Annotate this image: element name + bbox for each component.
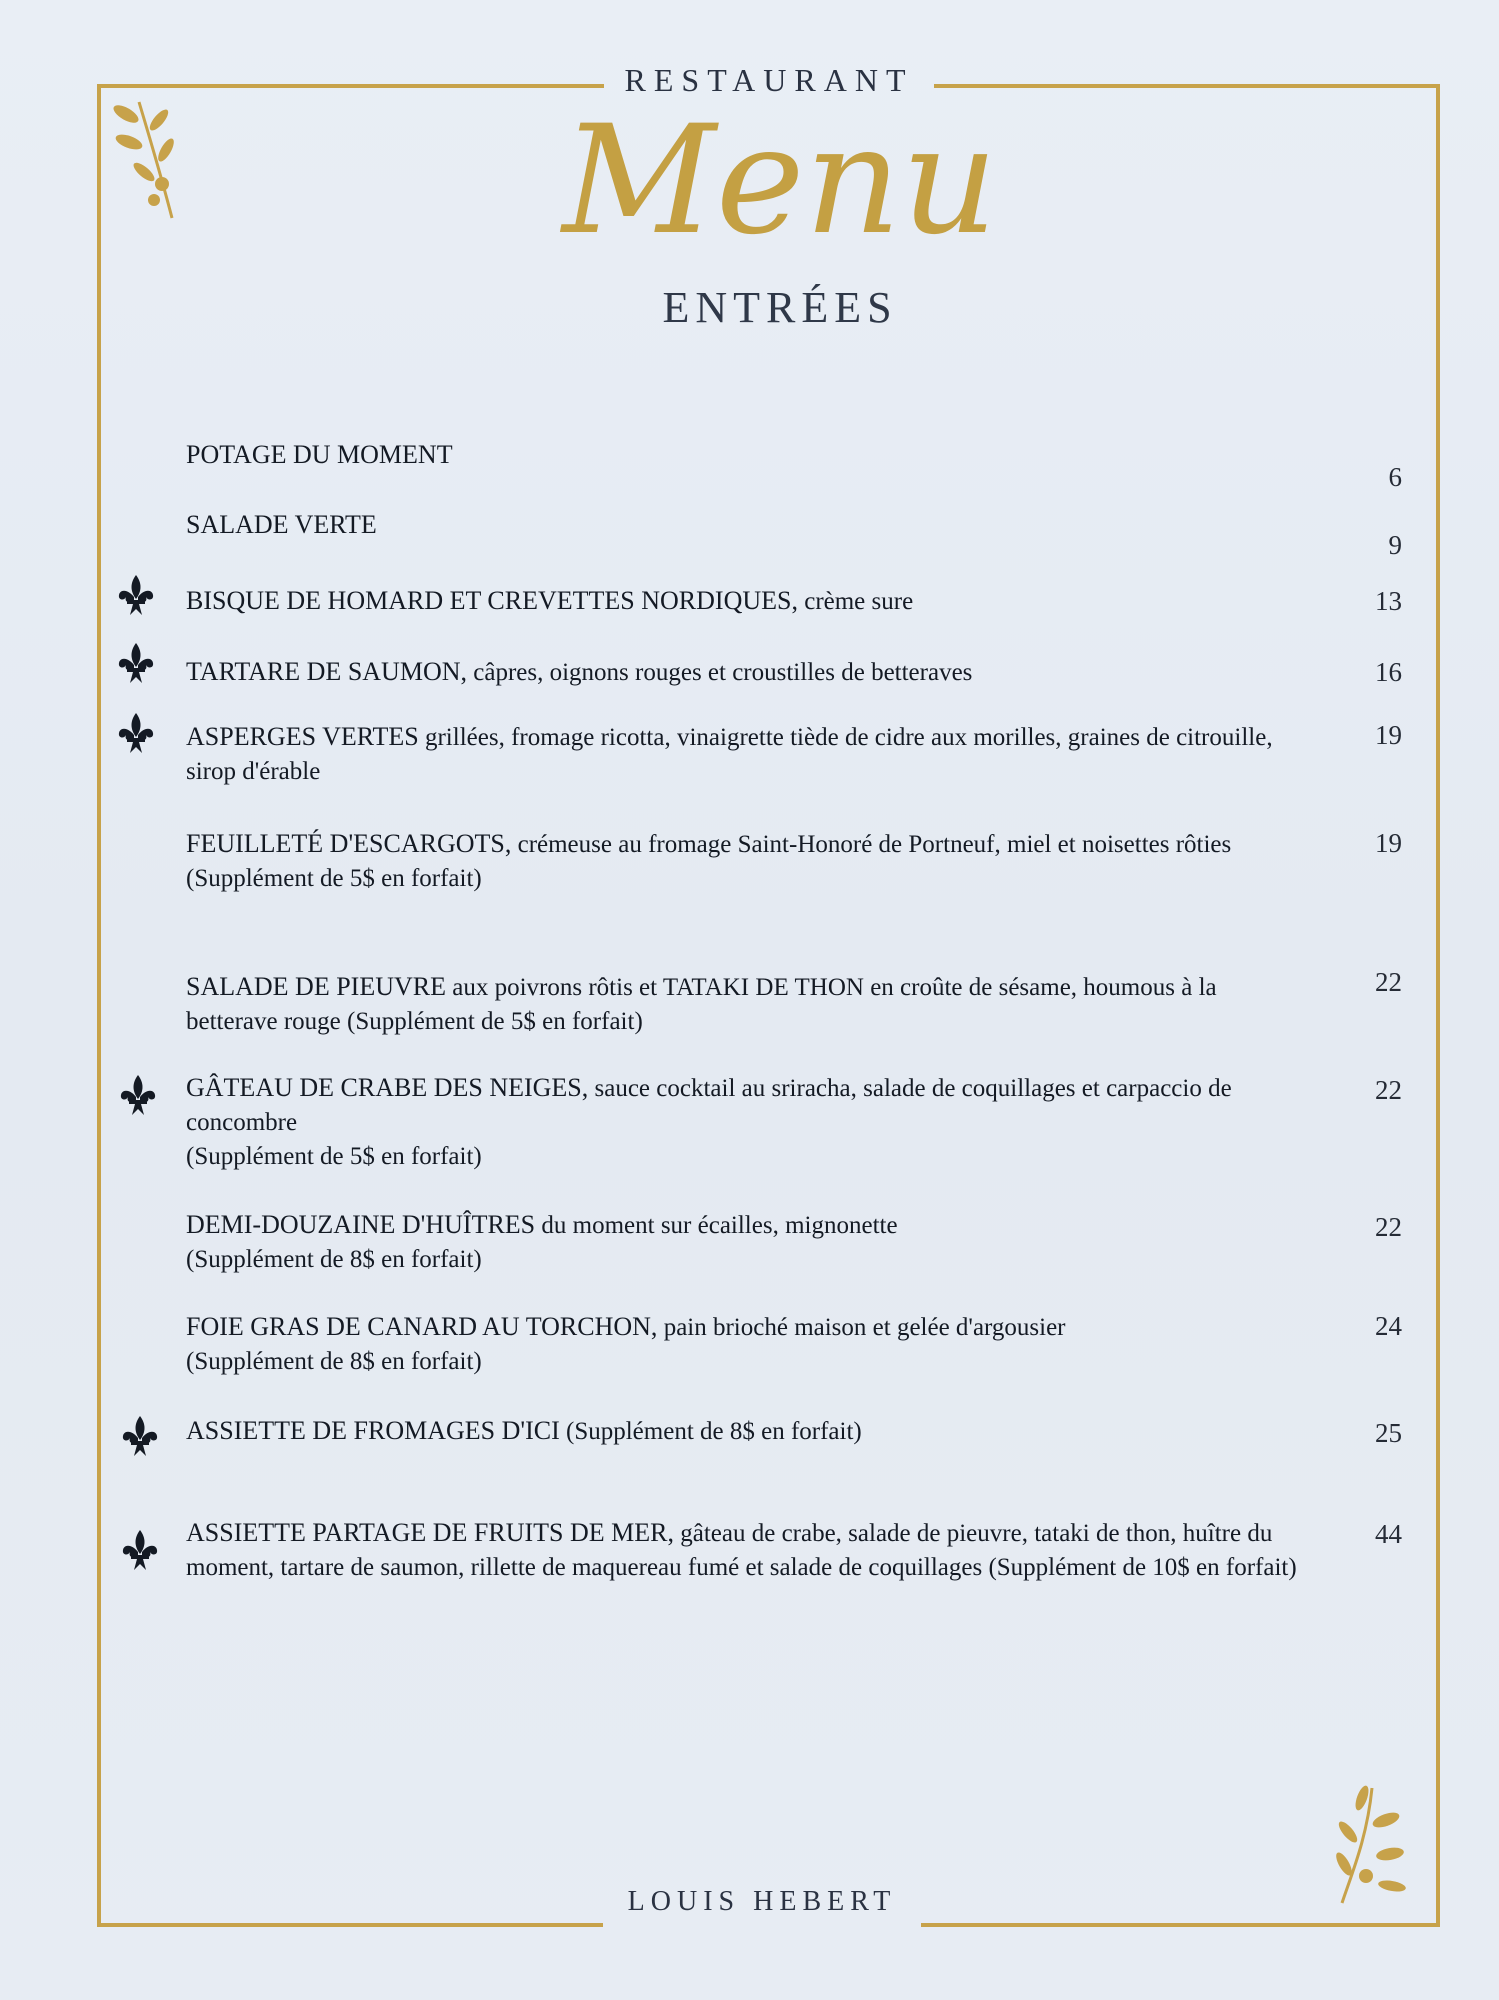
item-price: 25	[1375, 1418, 1402, 1448]
item-price: 24	[1375, 1311, 1402, 1341]
item-supplement: (Supplément de 8$ en forfait)	[186, 1246, 482, 1273]
item-name: FEUILLETÉ D'ESCARGOTS,	[186, 829, 512, 858]
item-description: pain brioché maison et gelée d'argousier	[657, 1314, 1066, 1341]
frame-bottom-left-border	[97, 1923, 603, 1927]
frame-top-right-border	[934, 84, 1440, 88]
olive-branch-icon	[104, 92, 194, 222]
item-description: du moment sur écailles, mignonette	[535, 1212, 898, 1239]
item-supplement: (Supplément de 5$ en forfait)	[186, 1143, 482, 1170]
item-name: BISQUE DE HOMARD ET CREVETTES NORDIQUES,	[186, 586, 798, 615]
item-description: aux poivrons rôtis et TATAKI DE THON en croûte de sésame, houmous à la betterave rouge (Supplément de 5$ en forfait)	[186, 974, 1217, 1035]
item-supplement: (Supplément de 5$ en forfait)	[186, 865, 482, 892]
item-supplement: (Supplément de 8$ en forfait)	[186, 1348, 482, 1375]
menu-item	[186, 1208, 1306, 1277]
item-name: POTAGE DU MOMENT	[186, 440, 453, 469]
item-name: DEMI-DOUZAINE D'HUÎTRES	[186, 1210, 536, 1239]
item-description: (Supplément de 8$ en forfait)	[559, 1418, 862, 1445]
item-price: 44	[1375, 1519, 1402, 1549]
item-price: 13	[1375, 586, 1402, 616]
item-name: SALADE DE PIEUVRE	[186, 972, 446, 1001]
fleur-de-lis-icon	[118, 1073, 158, 1117]
frame-top-left-border	[97, 84, 604, 88]
menu-item	[186, 584, 1306, 619]
item-name: TARTARE DE SAUMON,	[186, 657, 467, 686]
restaurant-name-footer: LOUIS HEBERT	[627, 1886, 897, 1917]
item-price: 22	[1375, 1212, 1402, 1242]
menu-item	[186, 508, 1306, 543]
item-name: ASSIETTE DE FROMAGES D'ICI	[186, 1416, 560, 1445]
item-description: sauce cocktail au sriracha, salade de coquillages et carpaccio de concombre	[186, 1075, 1232, 1136]
fleur-de-lis-icon	[116, 573, 156, 617]
item-name: SALADE VERTE	[186, 510, 377, 539]
item-description: crémeuse au fromage Saint-Honoré de Portneuf, miel et noisettes rôties	[511, 831, 1232, 858]
menu-item	[186, 1071, 1306, 1174]
item-price: 6	[1388, 462, 1402, 492]
fleur-de-lis-icon	[116, 711, 156, 755]
section-title: ENTRÉES	[662, 283, 898, 332]
item-price: 22	[1375, 1075, 1402, 1105]
item-price: 16	[1375, 657, 1402, 687]
item-price: 22	[1375, 967, 1402, 997]
menu-item	[186, 1414, 1306, 1449]
menu-item	[186, 970, 1306, 1039]
menu-item	[186, 720, 1306, 789]
item-description: grillées, fromage ricotta, vinaigrette tiède de cidre aux morilles, graines de citrouille, sirop d'érable	[186, 724, 1273, 785]
frame-bottom-right-border	[921, 1923, 1440, 1927]
item-price: 9	[1388, 530, 1402, 560]
item-name: ASPERGES VERTES	[186, 722, 419, 751]
item-description: crème sure	[797, 588, 914, 615]
item-name: FOIE GRAS DE CANARD AU TORCHON,	[186, 1312, 658, 1341]
item-description: gâteau de crabe, salade de pieuvre, tataki de thon, huître du moment, tartare de saumon, rillette de maquereau fumé et salade de coquillages (Supplément de 10$ en forfait)	[186, 1520, 1297, 1581]
item-name: GÂTEAU DE CRABE DES NEIGES,	[186, 1073, 589, 1102]
frame-right-border	[1436, 84, 1440, 1927]
menu-item	[186, 438, 1306, 473]
menu-item	[186, 1310, 1306, 1379]
fleur-de-lis-icon	[120, 1414, 160, 1458]
item-description: câpres, oignons rouges et croustilles de betteraves	[467, 659, 973, 686]
menu-item	[186, 827, 1306, 896]
restaurant-label: RESTAURANT	[624, 62, 914, 98]
fleur-de-lis-icon	[116, 641, 156, 685]
menu-item	[186, 655, 1306, 690]
item-price: 19	[1375, 720, 1402, 750]
menu-title: Menu	[562, 94, 998, 268]
item-name: ASSIETTE PARTAGE DE FRUITS DE MER,	[186, 1518, 674, 1547]
frame-left-border	[97, 84, 101, 1927]
fleur-de-lis-icon	[120, 1528, 160, 1572]
menu-item	[186, 1516, 1306, 1585]
item-price: 19	[1375, 828, 1402, 858]
olive-branch-icon	[1322, 1778, 1412, 1908]
